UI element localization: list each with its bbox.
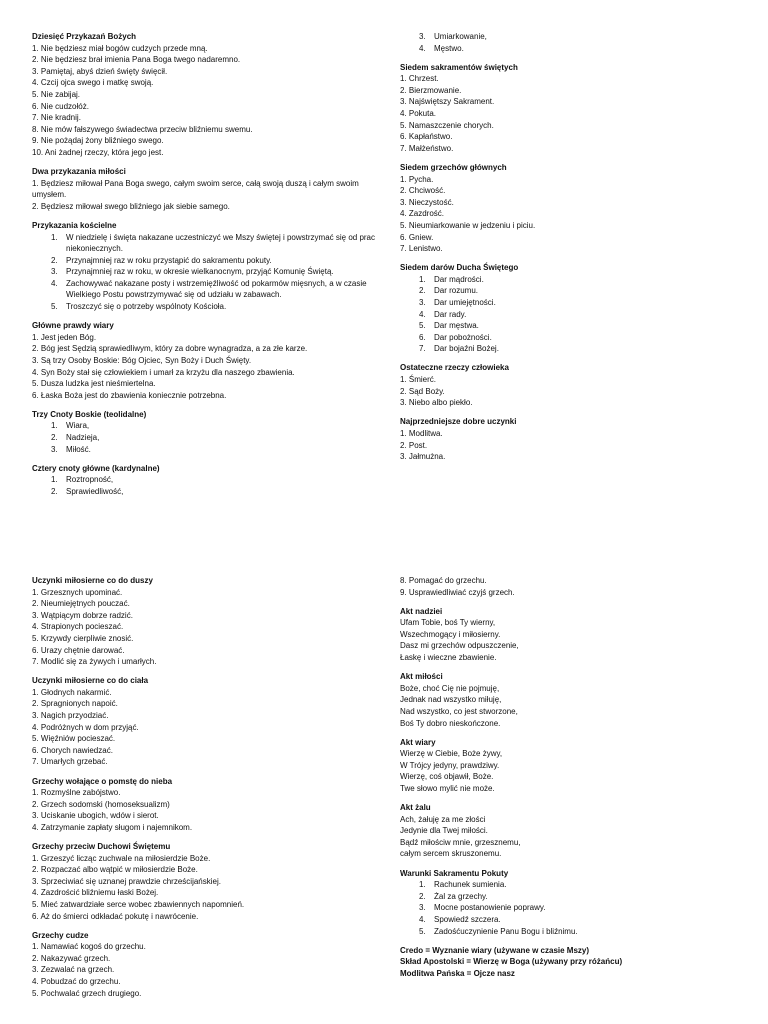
text-line: Wierzę w Ciebie, Boże żywy, xyxy=(400,749,503,759)
list-item-text: Dar umiejętności. xyxy=(434,297,496,307)
section xyxy=(400,606,740,664)
text-line: 3. Pamiętaj, abyś dzień święty święcił. xyxy=(32,66,168,76)
text-line: 3. Nieczystość. xyxy=(400,197,454,207)
list-item-text: Rachunek sumienia. xyxy=(434,880,507,890)
text-line: 5. Dusza ludzka jest nieśmiertelna. xyxy=(32,379,156,389)
text-line: 9. Nie pożądaj żony bliźniego swego. xyxy=(32,136,164,146)
column-right xyxy=(400,31,740,470)
text-line: 5. Pochwalać grzech drugiego. xyxy=(32,988,142,998)
list-item xyxy=(51,432,387,444)
text-line: Bądź miłościw mnie, grzesznemu, xyxy=(400,837,521,847)
text-line: Łaskę i wieczne zbawienie. xyxy=(400,653,497,663)
text-line: 1. Pycha. xyxy=(400,174,434,184)
text-line: 9. Usprawiedliwiać czyjś grzech. xyxy=(400,587,515,597)
list-item xyxy=(419,297,740,309)
text-line: 2. Grzech sodomski (homoseksualizm) xyxy=(32,799,170,809)
text-line: 1. Grzeszyć licząc zuchwale na miłosierdzie Boże. xyxy=(32,853,211,863)
text-line: 4. Czcij ojca swego i matkę swoją. xyxy=(32,78,154,88)
text-line: Jedynie dla Twej miłości. xyxy=(400,826,488,836)
section xyxy=(32,220,387,313)
numbered-list xyxy=(400,879,740,937)
text-line: 7. Małżeństwo. xyxy=(400,143,454,153)
text-line: 7. Lenistwo. xyxy=(400,244,443,254)
text-line: W Trójcy jedyny, prawdziwy. xyxy=(400,760,500,770)
text-line: 3. Nagich przyodziać. xyxy=(32,711,109,721)
list-item xyxy=(419,343,740,355)
list-item-number: 3. xyxy=(51,444,58,454)
list-item-text: Sprawiedliwość, xyxy=(66,486,124,496)
list-item xyxy=(419,31,740,43)
list-item-number: 2. xyxy=(51,486,58,496)
text-line: 6. Urazy chętnie darować. xyxy=(32,645,125,655)
list-item-text: Roztropność, xyxy=(66,475,114,485)
text-line: Ufam Tobie, boś Ty wierny, xyxy=(400,618,496,628)
text-line: Nad wszystko, co jest stworzone, xyxy=(400,706,518,716)
list-item-text: Dar mądrości. xyxy=(434,274,484,284)
list-item xyxy=(419,274,740,286)
section-heading: Akt żalu xyxy=(400,803,431,813)
text-line: 8. Pomagać do grzechu. xyxy=(400,576,487,585)
text-line: Modlitwa Pańska = Ojcze nasz xyxy=(400,968,515,978)
text-line: całym sercem skruszonemu. xyxy=(400,849,502,859)
list-item xyxy=(51,474,387,486)
text-line: Jednak nad wszystko miłuję, xyxy=(400,695,502,705)
list-item-number: 4. xyxy=(419,914,426,924)
list-item-number: 3. xyxy=(419,903,426,913)
list-item xyxy=(419,902,740,914)
text-line: 1. Głodnych nakarmić. xyxy=(32,687,112,697)
text-line: 2. Post. xyxy=(400,440,428,450)
list-item xyxy=(51,301,387,313)
list-item xyxy=(51,232,387,255)
text-line: 1. Modlitwa. xyxy=(400,428,443,438)
list-item-text: Dar męstwa. xyxy=(434,321,479,331)
list-item-text: Przynajmniej raz w roku, w okresie wielkanocnym, przyjąć Komunię Świętą. xyxy=(66,267,334,277)
section xyxy=(32,776,387,834)
list-item-number: 2. xyxy=(419,891,426,901)
list-item-text: Wiara, xyxy=(66,421,90,431)
list-item-text: Spowiedź szczera. xyxy=(434,914,501,924)
numbered-list xyxy=(32,232,387,313)
section xyxy=(400,802,740,860)
list-item xyxy=(419,320,740,332)
list-item xyxy=(51,444,387,456)
list-item xyxy=(419,332,740,344)
document-page-bottom xyxy=(0,570,768,1024)
list-item xyxy=(51,420,387,432)
section-heading: Cztery cnoty główne (kardynalne) xyxy=(32,463,160,473)
list-item-number: 4. xyxy=(51,278,58,288)
section-heading: Grzechy cudze xyxy=(32,930,89,940)
text-line: 10. Ani żadnej rzeczy, która jego jest. xyxy=(32,147,164,157)
list-item-text: Nadzieja, xyxy=(66,433,100,442)
text-line: Boże, choć Cię nie pojmuję, xyxy=(400,683,500,693)
column-left xyxy=(32,31,387,505)
column-left xyxy=(32,575,387,1007)
text-line: 2. Sąd Boży. xyxy=(400,386,445,396)
text-line: Ach, żałuję za me złości xyxy=(400,814,486,824)
list-item-text: Zadośćuczynienie Panu Bogu i bliźnimu. xyxy=(434,926,578,936)
text-line: 2. Bóg jest Sędzią sprawiedliwym, który za dobre wynagradza, a za złe karze. xyxy=(32,344,308,354)
list-item xyxy=(419,891,740,903)
list-item-text: Troszczyć się o potrzeby wspólnoty Kościoła. xyxy=(66,302,227,312)
list-item xyxy=(51,266,387,278)
section xyxy=(400,945,740,980)
list-item-number: 1. xyxy=(419,880,426,890)
list-item-text: Żal za grzechy. xyxy=(434,891,488,901)
list-item xyxy=(51,486,387,498)
text-line: 5. Namaszczenie chorych. xyxy=(400,120,494,130)
text-line: 6. Chorych nawiedzać. xyxy=(32,745,113,755)
list-item-text: Dar rozumu. xyxy=(434,286,479,296)
text-line: 2. Chciwość. xyxy=(400,186,446,196)
section xyxy=(400,362,740,408)
text-line: 3. Są trzy Osoby Boskie: Bóg Ojciec, Syn Boży i Duch Święty. xyxy=(32,355,252,365)
section xyxy=(32,675,387,768)
column-right xyxy=(400,575,740,987)
section xyxy=(400,671,740,729)
list-item-number: 3. xyxy=(419,297,426,307)
section xyxy=(400,262,740,355)
text-line: 1. Namawiać kogoś do grzechu. xyxy=(32,942,146,952)
text-line: 4. Zazdrościć bliźniemu łaski Bożej. xyxy=(32,888,159,898)
list-item-number: 4. xyxy=(419,309,426,319)
text-line: 2. Nakazywać grzech. xyxy=(32,953,111,963)
text-line: 4. Zatrzymanie zapłaty sługom i najemnikom. xyxy=(32,822,193,832)
section xyxy=(32,31,387,159)
list-item xyxy=(419,879,740,891)
text-line: 2. Bierzmowanie. xyxy=(400,85,462,95)
section xyxy=(400,62,740,155)
section-heading: Uczynki miłosierne co do ciała xyxy=(32,676,149,686)
text-line: 6. Kapłaństwo. xyxy=(400,132,453,142)
text-line: Boś Ty dobro nieskończone. xyxy=(400,718,501,728)
text-line: 3. Sprzeciwiać się uznanej prawdzie chrześcijańskiej. xyxy=(32,876,221,886)
list-item-number: 4. xyxy=(419,43,426,53)
section-heading: Akt miłości xyxy=(400,672,443,682)
list-item xyxy=(419,309,740,321)
list-item-text: Dar bojaźni Bożej. xyxy=(434,344,499,354)
section-heading: Grzechy przeciw Duchowi Świętemu xyxy=(32,841,171,851)
section xyxy=(400,575,740,598)
list-item-number: 1. xyxy=(51,475,58,485)
text-line: 6. Gniew. xyxy=(400,232,434,242)
list-item-number: 5. xyxy=(419,321,426,331)
text-line: 1. Będziesz miłował Pana Boga swego, całym swoim serce, całą swoją duszą i całym swoim umysłem. xyxy=(32,178,362,200)
section-heading: Najprzedniejsze dobre uczynki xyxy=(400,417,517,427)
list-item-number: 2. xyxy=(419,286,426,296)
text-line: Wierzę, coś objawił, Boże. xyxy=(400,772,494,782)
list-item-text: Przynajmniej raz w roku przystąpić do sakramentu pokuty. xyxy=(66,255,272,265)
list-item xyxy=(419,926,740,938)
section-heading: Główne prawdy wiary xyxy=(32,321,114,331)
text-line: 5. Krzywdy cierpliwie znosić. xyxy=(32,633,134,643)
section-heading: Akt nadziei xyxy=(400,606,443,616)
list-item-text: Dar pobożności. xyxy=(434,332,492,342)
list-item-text: Umiarkowanie, xyxy=(434,32,487,41)
numbered-list xyxy=(32,420,387,455)
text-line: 2. Rozpaczać albo wątpić w miłosierdzie Boże. xyxy=(32,865,198,875)
section xyxy=(32,575,387,668)
section xyxy=(32,463,387,498)
list-item xyxy=(419,914,740,926)
text-line: 4. Podróżnych w dom przyjąć. xyxy=(32,722,139,732)
list-item-number: 5. xyxy=(51,302,58,312)
text-line: 6. Aż do śmierci odkładać pokutę i nawrócenie. xyxy=(32,911,199,921)
section-heading: Dziesięć Przykazań Bożych xyxy=(32,32,137,41)
numbered-list xyxy=(400,274,740,355)
list-item-number: 1. xyxy=(51,421,58,431)
section-heading: Przykazania kościelne xyxy=(32,220,117,230)
section-heading: Siedem grzechów głównych xyxy=(400,162,507,172)
text-line: 2. Spragnionych napoić. xyxy=(32,699,118,709)
text-line: 2. Nieumiejętnych pouczać. xyxy=(32,599,130,609)
list-item-text: Miłość. xyxy=(66,444,91,454)
section xyxy=(32,409,387,455)
list-item-text: Zachowywać nakazane posty i wstrzemięźliwość od pokarmów mięsnych, a w czasie Wielkiego Postu powstrzymywać się od udziału w zabawach. xyxy=(66,278,367,300)
text-line: 2. Nie będziesz brał imienia Pana Boga twego nadaremno. xyxy=(32,55,241,65)
list-item-text: Mocne postanowienie poprawy. xyxy=(434,903,546,913)
text-line: 3. Wątpiącym dobrze radzić. xyxy=(32,610,133,620)
text-line: 5. Więźniów pocieszać. xyxy=(32,734,116,744)
list-item-text: Męstwo. xyxy=(434,43,464,53)
text-line: 4. Strapionych pocieszać. xyxy=(32,622,124,632)
text-line: 1. Chrzest. xyxy=(400,74,439,84)
list-item xyxy=(419,285,740,297)
list-item-number: 1. xyxy=(51,232,58,242)
text-line: 3. Zezwalać na grzech. xyxy=(32,965,115,975)
text-line: Skład Apostolski = Wierzę w Boga (używany przy różańcu) xyxy=(400,957,623,967)
text-line: 4. Syn Boży stał się człowiekiem i umarł za krzyżu dla naszego zbawienia. xyxy=(32,367,295,377)
text-line: 7. Umarłych grzebać. xyxy=(32,757,108,767)
text-line: 5. Nieumiarkowanie w jedzeniu i piciu. xyxy=(400,220,536,230)
list-item-number: 3. xyxy=(419,32,426,41)
text-line: 1. Jest jeden Bóg. xyxy=(32,332,97,342)
text-line: 1. Śmierć. xyxy=(400,375,437,385)
section xyxy=(400,737,740,795)
section-heading: Warunki Sakramentu Pokuty xyxy=(400,868,509,878)
section-heading: Trzy Cnoty Boskie (teolidalne) xyxy=(32,409,147,419)
text-line: 4. Zazdrość. xyxy=(400,209,445,219)
section xyxy=(32,166,387,212)
list-item xyxy=(51,278,387,301)
text-line: 2. Będziesz miłował swego bliźniego jak siebie samego. xyxy=(32,201,230,211)
list-item-number: 6. xyxy=(419,332,426,342)
text-line: 1. Rozmyślne zabójstwo. xyxy=(32,788,121,798)
text-line: 3. Najświętszy Sakrament. xyxy=(400,97,495,107)
text-line: 6. Nie cudzołóż. xyxy=(32,101,89,111)
text-line: 1. Nie będziesz miał bogów cudzych przede mną. xyxy=(32,43,208,53)
section xyxy=(400,31,740,54)
text-line: 6. Łaska Boża jest do zbawienia koniecznie potrzebna. xyxy=(32,390,227,400)
section xyxy=(400,162,740,255)
text-line: Dasz mi grzechów odpuszczenie, xyxy=(400,641,519,651)
section xyxy=(32,930,387,1000)
text-line: 8. Nie mów fałszywego świadectwa przeciw bliźniemu swemu. xyxy=(32,124,253,134)
section xyxy=(400,868,740,938)
text-line: 5. Nie zabijaj. xyxy=(32,89,81,99)
section-heading: Dwa przykazania miłości xyxy=(32,167,126,177)
text-line: 7. Modlić się za żywych i umarłych. xyxy=(32,657,157,667)
section xyxy=(400,416,740,462)
text-line: 7. Nie kradnij. xyxy=(32,113,81,123)
text-line: 1. Grzesznych upominać. xyxy=(32,587,123,597)
section-heading: Grzechy wołające o pomstę do nieba xyxy=(32,776,173,786)
section-heading: Akt wiary xyxy=(400,737,436,747)
list-item-number: 7. xyxy=(419,344,426,354)
text-line: Twe słowo mylić nie może. xyxy=(400,784,495,793)
list-item-number: 5. xyxy=(419,926,426,936)
list-item-text: Dar rady. xyxy=(434,309,467,319)
section-heading: Siedem darów Ducha Świętego xyxy=(400,263,519,273)
section-heading: Uczynki miłosierne co do duszy xyxy=(32,576,153,585)
text-line: Wszechmogący i miłosierny. xyxy=(400,629,501,639)
list-item xyxy=(419,43,740,55)
section xyxy=(32,841,387,922)
text-line: 3. Niebo albo piekło. xyxy=(400,398,473,408)
section-heading: Ostateczne rzeczy człowieka xyxy=(400,363,509,373)
list-item-number: 3. xyxy=(51,267,58,277)
list-item-number: 2. xyxy=(51,255,58,265)
list-item-number: 2. xyxy=(51,433,58,442)
list-item-number: 1. xyxy=(419,274,426,284)
text-line: 5. Mieć zatwardziałe serce wobec zbawiennych napomnień. xyxy=(32,899,245,909)
text-line: Credo = Wyznanie wiary (używane w czasie Mszy) xyxy=(400,945,590,955)
numbered-list xyxy=(400,31,740,54)
section-heading: Siedem sakramentów świętych xyxy=(400,62,518,72)
list-item xyxy=(51,255,387,267)
numbered-list xyxy=(32,474,387,497)
list-item-text: W niedzielę i święta nakazane uczestniczyć we Mszy świętej i powstrzymać się od prac niekoniecznych. xyxy=(66,232,376,254)
text-line: 4. Pobudzać do grzechu. xyxy=(32,977,121,986)
text-line: 3. Jałmużna. xyxy=(400,452,446,462)
text-line: 4. Pokuta. xyxy=(400,109,437,119)
section xyxy=(32,320,387,401)
text-line: 3. Uciskanie ubogich, wdów i sierot. xyxy=(32,811,159,821)
